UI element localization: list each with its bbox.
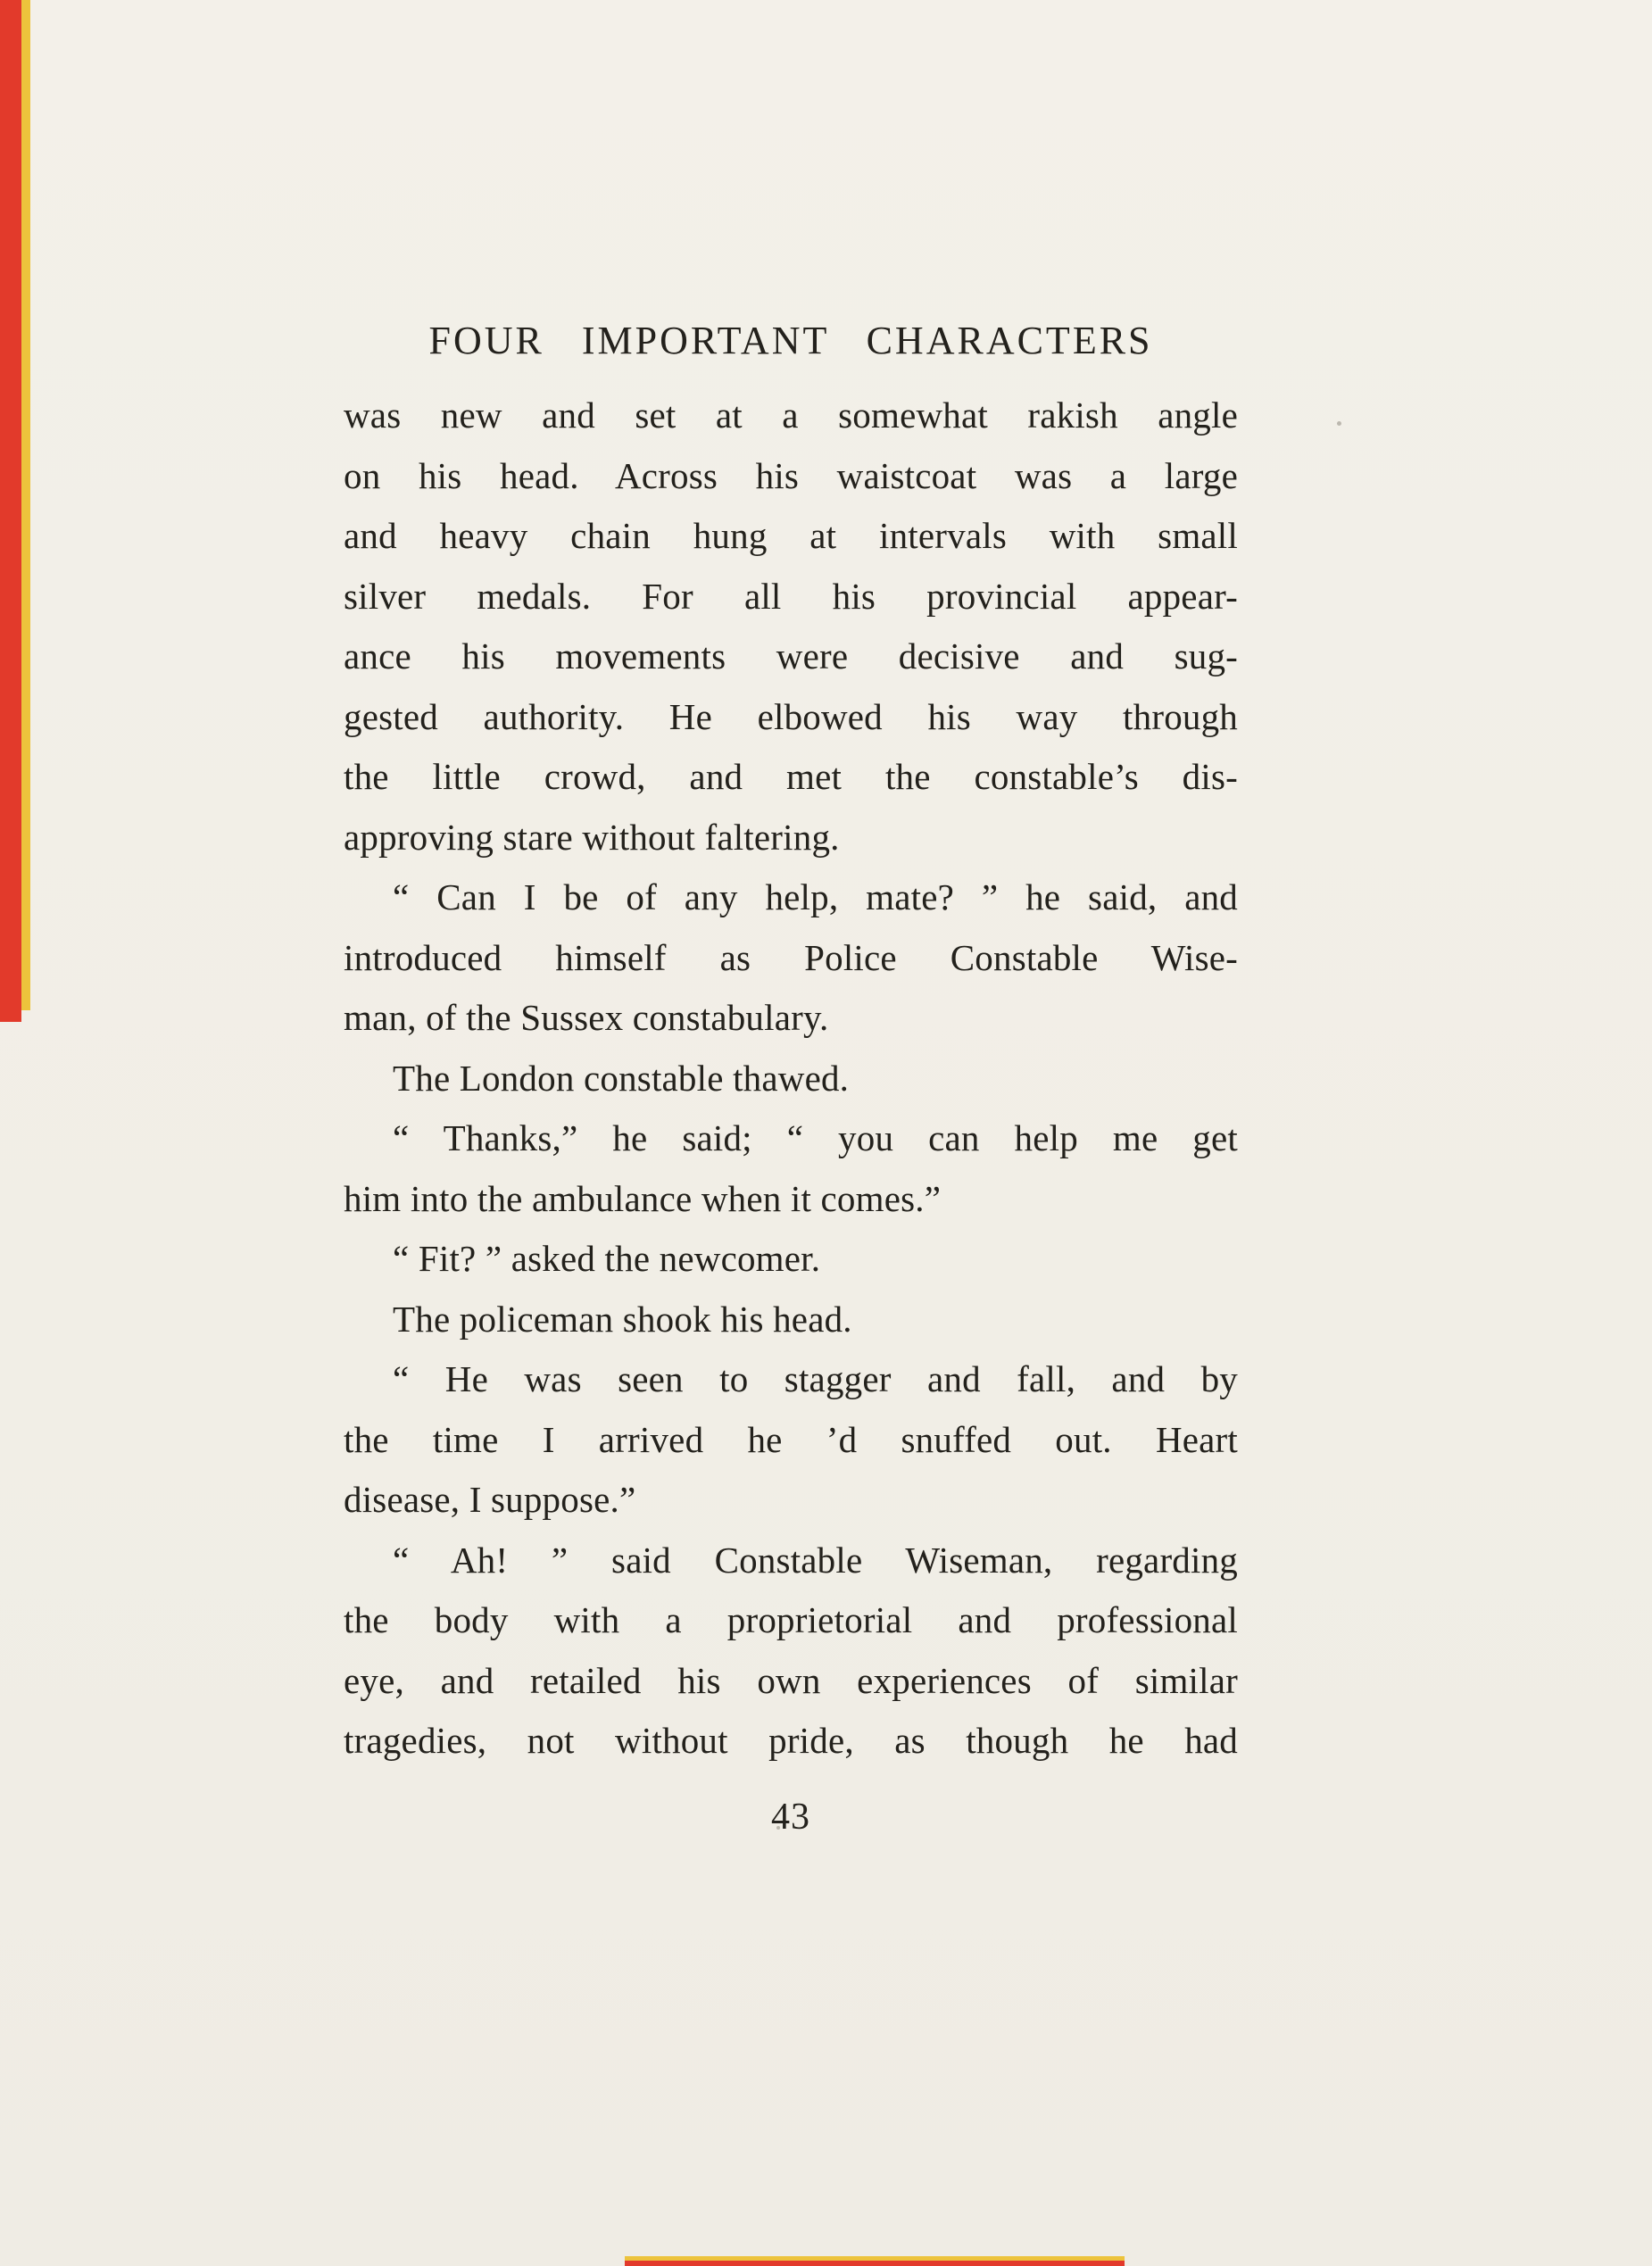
- page-title: FOUR IMPORTANT CHARACTERS: [428, 319, 1153, 362]
- text-line: ance his movements were decisive and sug-: [344, 635, 1238, 676]
- text-line: “ Can I be of any help, mate? ” he said, and: [393, 876, 1238, 917]
- text-line: him into the ambulance when it comes.”: [344, 1177, 942, 1219]
- text-block: [344, 314, 1238, 1839]
- paragraph: [344, 867, 1238, 1049]
- text-line: introduced himself as Police Constable Wise-: [344, 936, 1238, 978]
- scan-speck: [1337, 421, 1341, 426]
- paragraph: [344, 1531, 1238, 1772]
- left-edge-yellow-stripe: [21, 0, 30, 1010]
- text-line: man, of the Sussex constabulary.: [344, 997, 829, 1038]
- text-line: the time I arrived he ’d snuffed out. Heart: [344, 1418, 1238, 1460]
- text-line: tragedies, not without pride, as though he had: [344, 1720, 1238, 1761]
- text-line: “ He was seen to stagger and fall, and by: [393, 1358, 1238, 1399]
- paragraph: [344, 1049, 1238, 1109]
- text-line: The policeman shook his head.: [393, 1298, 852, 1340]
- text-line: gested authority. He elbowed his way through: [344, 695, 1238, 737]
- text-line: “ Thanks,” he said; “ you can help me get: [393, 1117, 1238, 1158]
- bottom-edge-stripe: [625, 2256, 1125, 2266]
- paragraph: [344, 1229, 1238, 1290]
- body-text: [344, 386, 1238, 1772]
- text-line: “ Fit? ” asked the newcomer.: [393, 1238, 821, 1279]
- text-line: disease, I suppose.”: [344, 1479, 636, 1520]
- text-line: “ Ah! ” said Constable Wiseman, regarding: [393, 1539, 1238, 1581]
- page-number: 43: [771, 1796, 810, 1838]
- paragraph: [344, 386, 1238, 867]
- text-line: silver medals. For all his provincial appear-: [344, 575, 1238, 617]
- text-line: and heavy chain hung at intervals with small: [344, 515, 1238, 556]
- text-line: approving stare without faltering.: [344, 816, 840, 858]
- paragraph: [344, 1290, 1238, 1350]
- paragraph: [344, 1108, 1238, 1229]
- text-line: the little crowd, and met the constable’s dis-: [344, 756, 1238, 797]
- bottom-edge-red-stripe: [625, 2261, 1125, 2266]
- text-line: eye, and retailed his own experiences of similar: [344, 1659, 1238, 1701]
- text-line: The London constable thawed.: [393, 1057, 850, 1099]
- text-line: on his head. Across his waistcoat was a large: [344, 454, 1238, 496]
- paragraph: [344, 1349, 1238, 1531]
- left-edge-red-stripe: [0, 0, 21, 1022]
- text-line: the body with a proprietorial and professional: [344, 1599, 1238, 1640]
- text-line: was new and set at a somewhat rakish angle: [344, 394, 1238, 436]
